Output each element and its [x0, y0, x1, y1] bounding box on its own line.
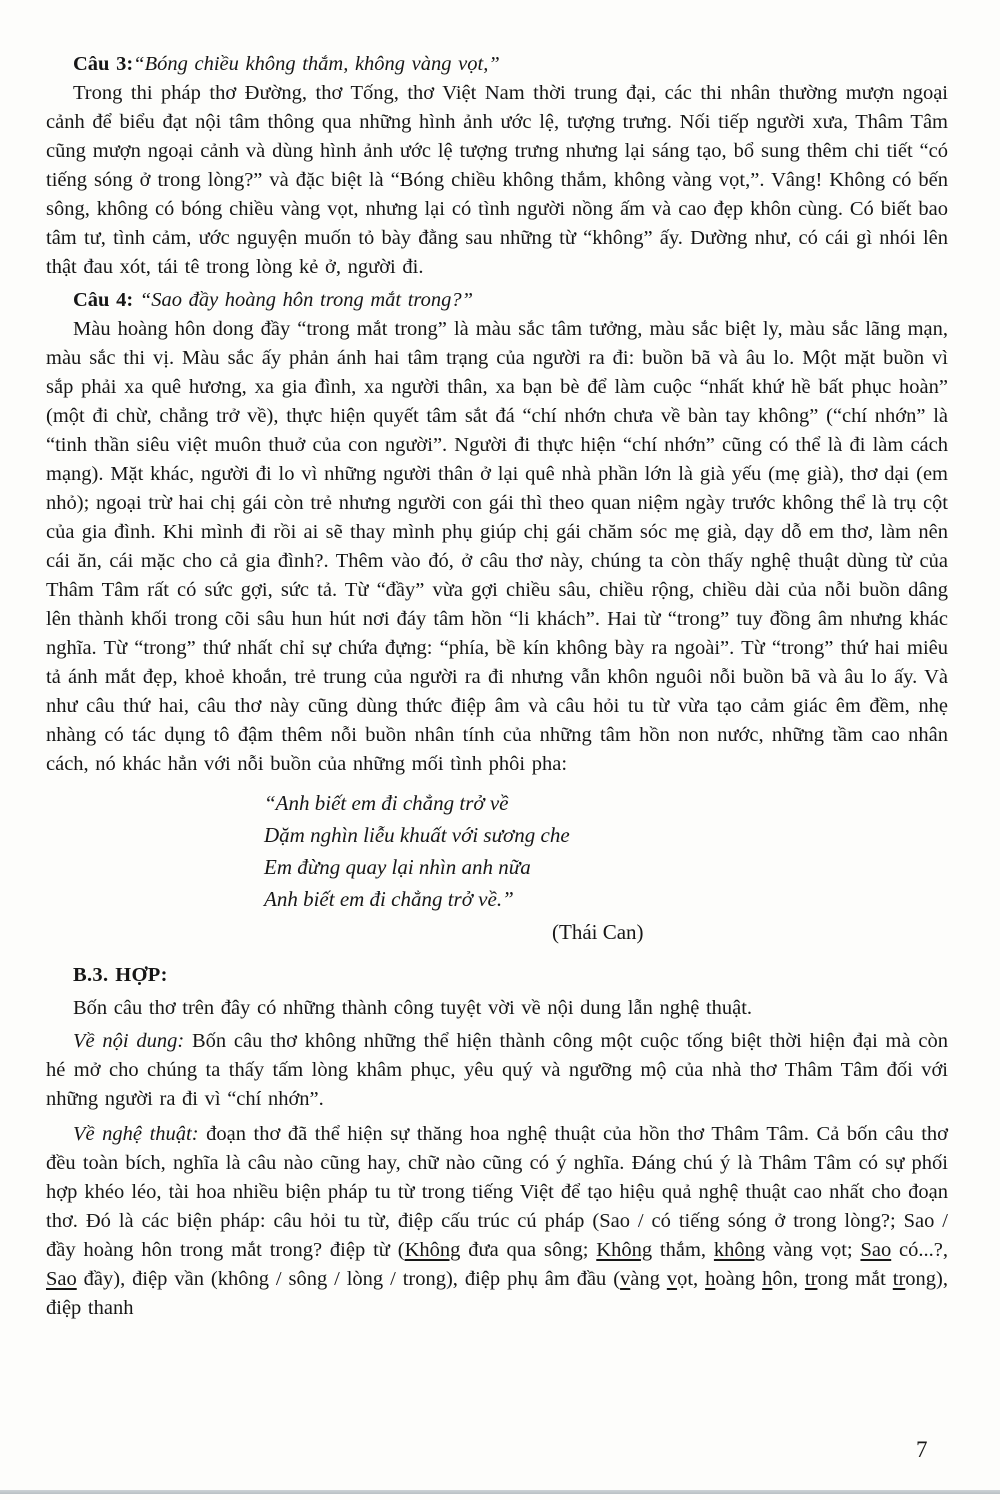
paragraph-noi-dung [46, 1027, 948, 1114]
poem-attribution: (Thái Can) [552, 920, 644, 944]
noi-dung-text: Bốn câu thơ không những thể hiện thành công một cuộc tống biệt thời hiện đại mà còn hé mở cho chúng ta thấy tấm lòng khâm phục, yêu quý và ngưỡng mộ của nhà thơ Thâm Tâm đối với những người ra đi vì “chí nhớn”. [46, 1030, 948, 1110]
b3-hop-heading: B.3. HỢP: [73, 964, 168, 986]
cau3-heading-quote: “Bóng chiều không thắm, không vàng vọt,” [133, 53, 500, 75]
page-number: 7 [916, 1437, 928, 1462]
paragraph-cau4-analysis: Màu hoàng hôn dong đầy “trong mắt trong” là màu sắc tâm tưởng, màu sắc biệt ly, màu sắc lãng mạn, màu sắc thi vị. Màu sắc ấy phản ánh hai tâm trạng của người ra đi: buồn bã và âu lo. Một mặt buồn vì sắp phải xa quê hương, xa gia đình, xa người thân, xa bạn bè để làm cuộc “nhất khứ hề bất phục hoàn” (một đi chừ, chẳng trở về), thực hiện quyết tâm sắt đá “chí nhớn chưa về bàn tay không” (“chí nhớn” là “tinh thần siêu việt muôn thuở của con người”. Người đi thực hiện “chí nhớn” cũng có thể là đi làm cách mạng). Mặt khác, người đi lo vì những người thân ở lại quê nhà phần lớn là già yếu (mẹ già), thơ dại (em nhỏ); ngoại trừ hai chị gái còn trẻ nhưng người con gái thì theo quan niệm ngày trước không thể là trụ cột của gia đình. Khi mình đi rồi ai sẽ thay mình phụ giúp chị gái chăm sóc mẹ già, dạy dỗ em thơ, làm nên cái ăn, cái mặc cho cả gia đình?. Thêm vào đó, ở câu thơ này, chúng ta còn thấy nghệ thuật dùng từ của Thâm Tâm rất có sức gợi, sức tả. Từ “đầy” vừa gợi chiều sâu, chiều rộng, chiều dài của nỗi buồn dâng lên thành khối trong cõi sâu hun hút nơi đáy tâm hồn “li khách”. Hai từ “trong” tuy đồng âm nhưng khác nghĩa. Từ “trong” thứ nhất chỉ sự chứa đựng: “phía, bề kín không bày ra ngoài”. Từ “trong” thứ hai miêu tả ánh mắt đẹp, khoẻ khoắn, trẻ trung của người ra đi nhưng vẫn khôn nguôi nỗi buồn bã và âu lo ấy. Và như câu thứ hai, câu thơ này cũng dùng thức điệp âm và câu hỏi tu từ vừa tạo cảm giác êm đềm, nhẹ nhàng có tác dụng tô đậm thêm nỗi buồn nhân tính của những tâm hồn non nước, những tầm cao nhân cách, nó khác hẳn với nỗi buồn của những mối tình phôi pha: [46, 318, 948, 775]
noi-dung-lead: Về nội dung: [73, 1030, 185, 1052]
paragraph-nghe-thuat [46, 1120, 948, 1323]
cau3-heading-label: Câu 3: [73, 53, 134, 75]
page-content [46, 50, 948, 1323]
cau4-heading-label: Câu 4: [73, 289, 134, 311]
poem-line-1: “Anh biết em đi chẳng trở về [264, 791, 509, 815]
poem-line-3: Em đừng quay lại nhìn anh nữa [264, 855, 531, 879]
paragraph-summary: Bốn câu thơ trên đây có những thành công tuyệt vời về nội dung lẫn nghệ thuật. [73, 997, 753, 1019]
paragraph-cau3-analysis: Trong thi pháp thơ Đường, thơ Tống, thơ Việt Nam thời trung đại, các thi nhân thường mượn ngoại cảnh để biểu đạt nội tâm thông qua những hình ảnh ước lệ, tượng trưng. Nối tiếp người xưa, Thâm Tâm cũng mượn ngoại cảnh và dùng hình ảnh ước lệ tượng trưng nhưng lại sáng tạo, bổ sung thêm chi tiết “có tiếng sóng ở trong lòng?” và đặc biệt là “Bóng chiều không thắm, không vàng vọt,”. Vâng! Không có bến sông, không có bóng chiều vàng vọt, nhưng lại có tình người nồng ấm và cao đẹp khôn cùng. Có biết bao tâm tư, tình cảm, ước nguyện muốn tỏ bày đằng sau những từ “không” ấy. Dường như, có cái gì nhói lên thật đau xót, tái tê trong lòng kẻ ở, người đi. [46, 82, 948, 278]
poem-block [264, 787, 948, 915]
poem-line-4: Anh biết em đi chẳng trở về.” [264, 887, 514, 911]
cau4-heading-quote: “Sao đầy hoàng hôn trong mắt trong?” [133, 289, 474, 311]
nghe-thuat-text: đoạn thơ đã thể hiện sự thăng hoa nghệ thuật của hồn thơ Thâm Tâm. Cả bốn câu thơ đều toàn bích, nghĩa là câu nào cũng hay, chữ nào cũng có ý nghĩa. Đáng chú ý là Thâm Tâm có sự phối hợp khéo léo, tài hoa nhiều biện pháp tu từ trong tiếng Việt để tạo hiệu quả nghệ thuật cao nhất cho đoạn thơ. Đó là các biện pháp: câu hỏi tu từ, điệp cấu trúc cú pháp (Sao / có tiếng sóng ở trong lòng?; Sao / đầy hoàng hôn trong mắt trong? điệp từ (Không đưa qua sông; Không thắm, không vàng vọt; Sao có...?, Sao đầy), điệp vần (không / sông / lòng / trong), điệp phụ âm đầu (vàng vọt, hoàng hôn, trong mắt trong), điệp thanh [46, 1123, 949, 1319]
page-bottom-edge [0, 1490, 1000, 1494]
nghe-thuat-lead: Về nghệ thuật: [73, 1123, 199, 1145]
poem-line-2: Dặm nghìn liễu khuất với sương che [264, 823, 570, 847]
cau3-heading [46, 50, 948, 79]
cau4-heading [46, 286, 948, 315]
